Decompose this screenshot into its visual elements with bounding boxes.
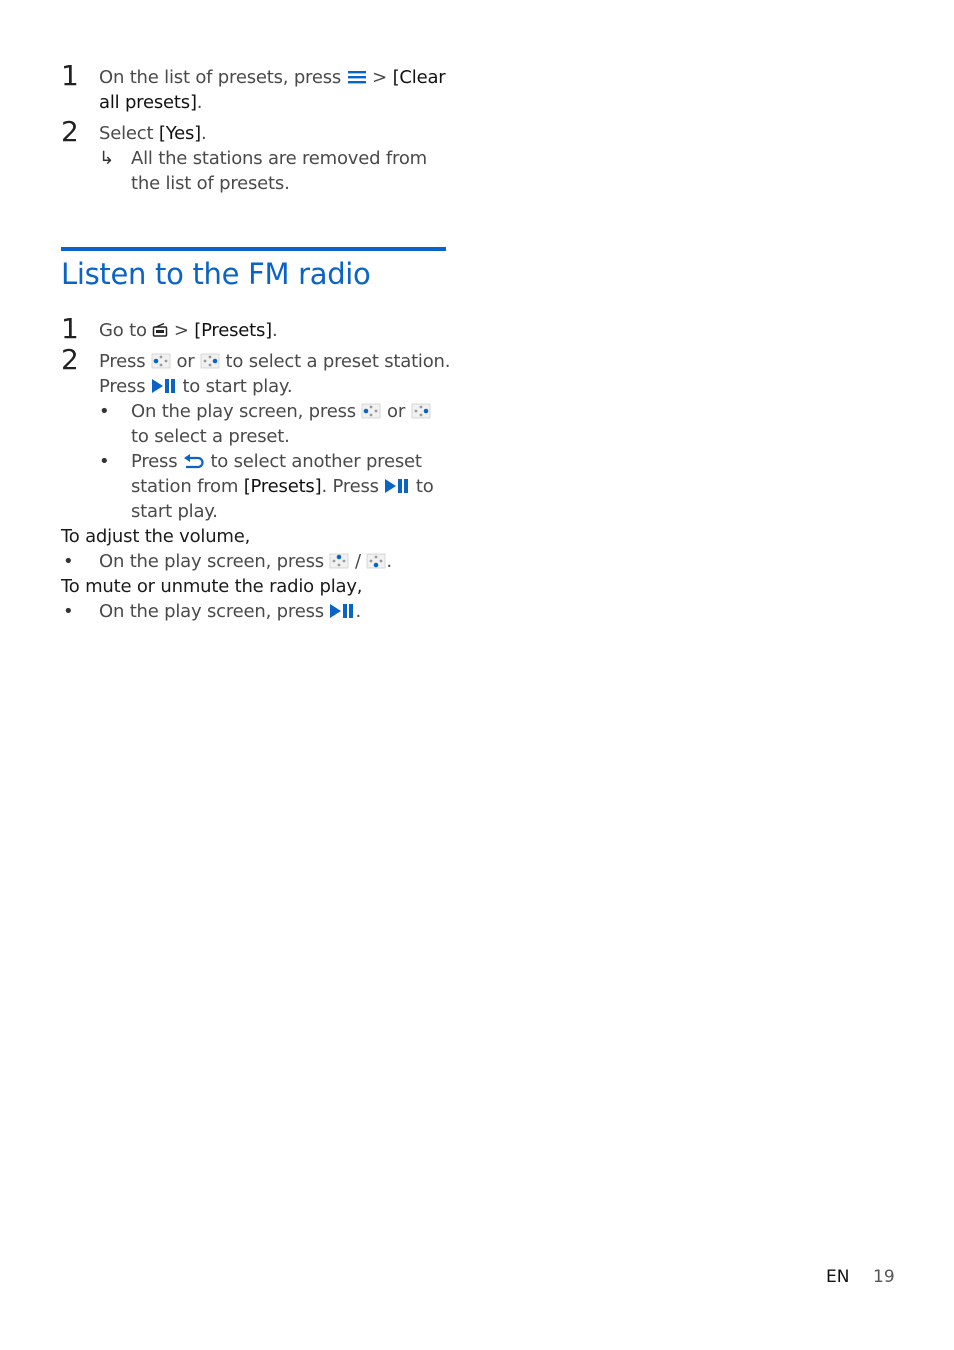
clear-all-presets-option: [Clear all presets]: [99, 67, 446, 113]
step-number: 2: [61, 115, 79, 148]
clear-presets-steps: [61, 59, 451, 196]
play-pause-icon: [384, 478, 410, 494]
mute-label: To mute or unmute the radio play,: [61, 576, 363, 597]
presets-option: [Presets]: [194, 320, 272, 341]
step-1: 1 Go to > [Presets].: [61, 312, 278, 345]
yes-option: [Yes]: [158, 123, 201, 144]
nav-right-icon: [200, 353, 220, 369]
language-code: EN: [826, 1267, 850, 1287]
volume-up-icon: [329, 553, 349, 569]
listen-fm-steps: [61, 312, 451, 624]
nav-up-icon: [361, 403, 381, 419]
step-number: 1: [61, 59, 79, 92]
volume-label: To adjust the volume,: [61, 526, 251, 547]
play-pause-icon: [329, 603, 355, 619]
step-number: 2: [61, 343, 79, 376]
bullet-mute: • On the play screen, press .: [63, 601, 361, 622]
nav-left-icon: [151, 353, 171, 369]
section-title: Listen to the FM radio: [61, 257, 371, 291]
radio-icon: [152, 322, 168, 338]
bullet-volume: • On the play screen, press / .: [63, 551, 392, 572]
nav-down-icon: [411, 403, 431, 419]
step-number: 1: [61, 312, 79, 345]
step-2: 2 Select [Yes].: [61, 115, 207, 148]
heading-rule: [61, 247, 446, 251]
page-number: 19: [873, 1267, 895, 1287]
step-2-result: ↳ All the stations are removed from the list of presets.: [99, 148, 427, 194]
back-icon: [183, 453, 205, 469]
presets-option: [Presets]: [243, 476, 322, 497]
step-2: 2 Press or to select a preset station. Press to start play.: [61, 343, 451, 397]
volume-down-icon: [366, 553, 386, 569]
bullet-back-to-presets: • Press to select another preset station from [Presets]. Press to start play.: [99, 451, 434, 522]
result-arrow-icon: ↳: [99, 148, 114, 169]
play-pause-icon: [151, 378, 177, 394]
menu-icon: [347, 69, 367, 85]
step-1: 1 On the list of presets, press > [Clear all presets].: [61, 59, 446, 113]
bullet-preset-select: • On the play screen, press or to select a preset.: [61, 399, 451, 449]
